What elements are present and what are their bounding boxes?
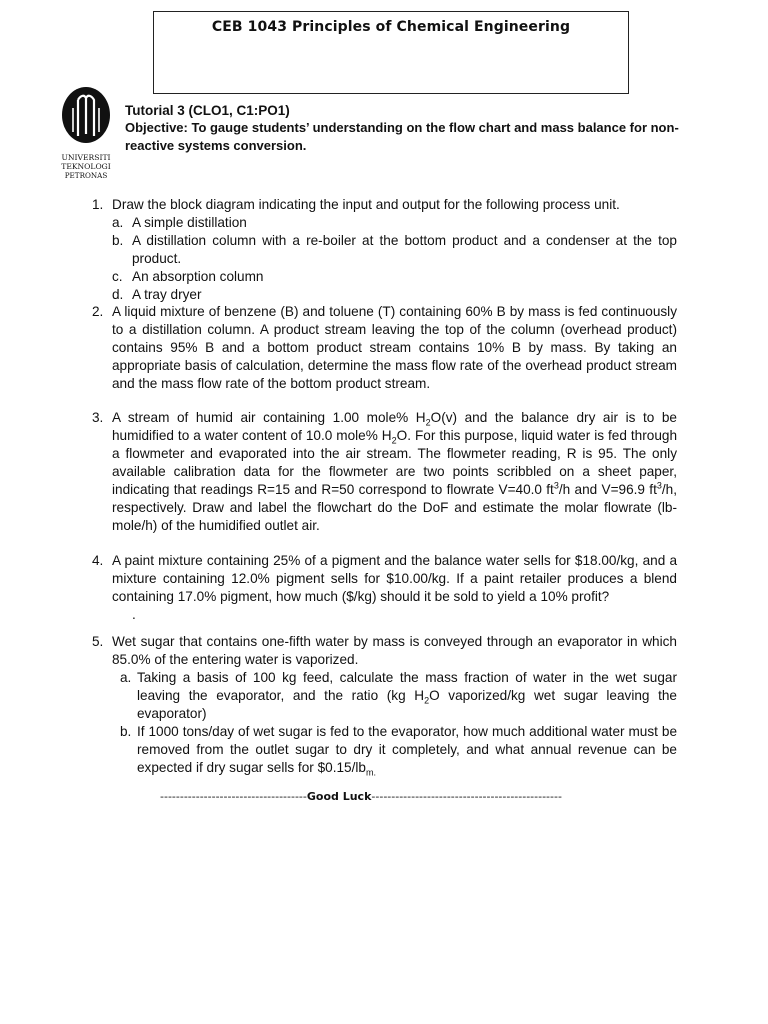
question-number: 4. xyxy=(92,553,104,568)
tutorial-title: Tutorial 3 (CLO1, C1:PO1) xyxy=(125,103,290,118)
tutorial-objective: Objective: To gauge students’ understanding on the flow chart and mass balance for non-reactive systems conversion. xyxy=(125,120,679,153)
question-text: Draw the block diagram indicating the input and output for the following process unit. xyxy=(112,197,620,212)
good-luck-footer: -------------------------------------Good Luck------------------------------------------------ xyxy=(160,790,562,803)
question-5 xyxy=(92,633,677,777)
question-4 xyxy=(92,552,677,624)
course-header-box xyxy=(153,11,629,94)
list-item: d. A tray dryer xyxy=(112,287,202,302)
good-luck-text: Good Luck xyxy=(306,790,372,803)
question-text: Wet sugar that contains one-fifth water by mass is conveyed through an evaporator in which 85.0% of the entering water is vaporized. xyxy=(112,634,677,667)
question-number: 1. xyxy=(92,197,104,212)
question-number: 3. xyxy=(92,410,104,425)
logo-text-line-3: PETRONAS xyxy=(64,171,108,180)
list-item: c. An absorption column xyxy=(112,269,264,284)
university-logo xyxy=(56,86,116,186)
question-number: 2. xyxy=(92,304,104,319)
question-1 xyxy=(92,196,677,304)
question-2 xyxy=(92,303,677,393)
trailing-dot: . xyxy=(132,607,136,622)
question-text: A liquid mixture of benzene (B) and toluene (T) containing 60% B by mass is fed continuously to a distillation column. A product stream leaving the top of the column (overhead product) contains 95% B and a bottom product stream contains 10% B by mass. By taking an appropriate basis of calculation, determine the mass flow rate of the overhead product stream and the mass flow rate of the bottom product stream. xyxy=(112,304,677,391)
list-item: b. If 1000 tons/day of wet sugar is fed to the evaporator, how much additional water must be removed from the outlet sugar to dry it completely, and what annual revenue can be expected if dry sugar sells for $\$0.15/lb_{m.}$ xyxy=(120,724,677,778)
question-text: A paint mixture containing 25% of a pigment and the balance water sells for $18.00/kg, and a mixture containing 12.0% pigment sells for $10.00/kg. If a paint retailer produces a blend containing 17.0% pigment, how much ($/kg) should it be sold to yield a 10% profit? xyxy=(112,553,677,604)
question-text: A stream of humid air containing 1.00 mole% $H_2O(v)$ and the balance dry air is to be humidified to a water content of 10.0 mole% $H_2O$. For this purpose, liquid water is fed through a flowmeter and evaporated into the air stream. The flowmeter reading, R is 95. The only available calibration data for the flowmeter are two points scribbled on a sheet paper, indicating that readings R=15 and R=50 correspond to flowrate V=40.0 $ft^3/h$ and V=96.9 $ft^3/h$, respectively. Draw and label the flowchart do the DoF and estimate the molar flowrate (lb-mole/h) of the humidified outlet air. xyxy=(112,410,677,533)
list-item: b. A distillation column with a re-boiler at the bottom product and a condenser at the top product. xyxy=(112,233,677,266)
logo-text-line-1: UNIVERSITI xyxy=(61,153,111,162)
list-item: a. Taking a basis of 100 kg feed, calculate the mass fraction of water in the wet sugar leaving the evaporator, and the ratio (kg $H_2O$ vaporized/kg wet sugar leaving the evaporator) xyxy=(120,670,677,721)
list-item: a. A simple distillation xyxy=(112,215,247,230)
logo-text-line-2: TEKNOLOGI xyxy=(61,162,111,171)
question-number: 5. xyxy=(92,634,104,649)
course-title: CEB 1043 Principles of Chemical Engineering xyxy=(211,19,571,35)
question-3 xyxy=(92,409,677,535)
